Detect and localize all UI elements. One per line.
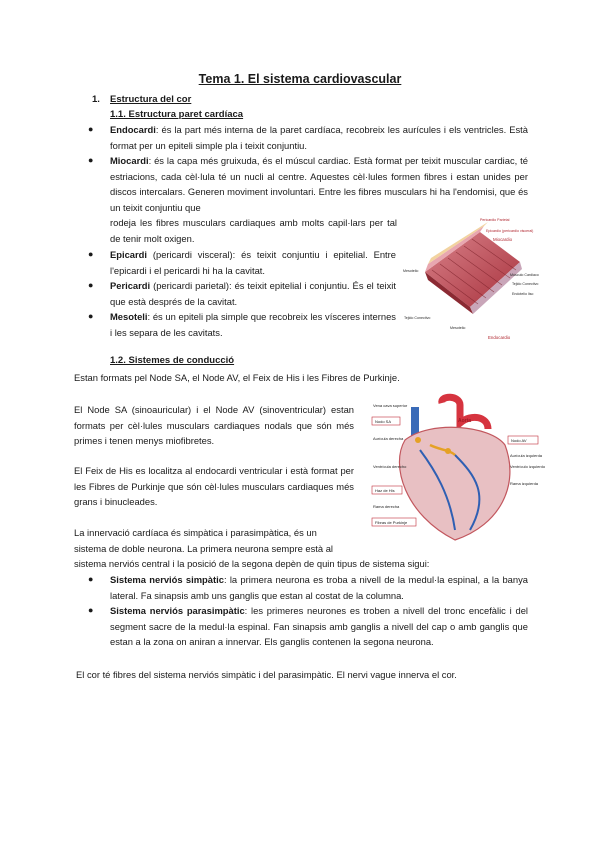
- his-paragraph: El Feix de His es localitza al endocardi ventricular i està format per les Fibres de Purkinje que són cèl·lules musculars cardiaques més grans i binucleades.: [74, 465, 354, 507]
- bullet-miocardi-cont: rodeja les fibres musculars cardiaques amb molts capil·lars per tal de tenir molt oxigen.: [110, 217, 397, 244]
- bullet-parasimpatic: ● Sistema nerviós parasimpàtic: les primeres neurones es troben a nivell del tronc encefàlic i del segment sacre de la medul·la espinal. Fan sinapsis amb ganglis a nivell del cap o amb ganglis que estan a la zona on aniran a innervar. Els ganglis contenen la segona neurona.: [88, 605, 528, 647]
- bullet-simpatic: ● Sistema nerviós simpàtic: la primera neurona es troba a nivell de la medul·la espinal, a la banya lateral. Fa sinapsis amb uns ganglis que estan al costat de la columna.: [88, 574, 528, 601]
- heart-label-1: Nodo SA: [375, 419, 392, 424]
- myocardium-layer: [425, 232, 520, 307]
- wall-label-1: Epicardio (pericardio visceral): [486, 229, 534, 233]
- heart-label-7: Aorta: [458, 418, 472, 424]
- subsection-heading-1-2: 1.2. Sistemes de conducció: [110, 355, 235, 366]
- node-paragraph: El Node SA (sinoauricular) i el Node AV (sinoventricular) estan formats per cèl·lules musculars cardiaques nodals que són més primes i tenen menys miofibretes.: [74, 404, 354, 446]
- heart-label-3: Ventrícula derecho: [373, 464, 407, 469]
- page-title: Tema 1. El sistema cardiovascular: [198, 72, 402, 86]
- wall-label-9: Endocardio: [488, 335, 511, 340]
- conduction-intro: Estan formats pel Node SA, el Node AV, el Feix de His i les Fibres de Purkinje.: [74, 372, 400, 383]
- heart-label-2: Aurícula derecha: [373, 436, 404, 441]
- heart-label-6: Fibras de Purkinje: [375, 520, 408, 525]
- wall-label-7: Tejido Conectivo: [404, 316, 431, 320]
- wall-label-5: Tejido Conectivo: [512, 282, 539, 286]
- closing-paragraph: El cor té fibres del sistema nerviós simpàtic i del parasimpàtic. El nervi vague innerva el cor.: [76, 669, 457, 680]
- innervation-line-3: sistema nerviós central i la posició de la segona depèn de quin tipus de sistema sigui:: [74, 558, 430, 569]
- heart-label-9: Aurícula izquierda: [510, 453, 543, 458]
- aorta-shape: [442, 397, 488, 429]
- wall-label-6: Endotelio liso: [512, 292, 534, 296]
- bullet-miocardi: ● Miocardi: és la capa més gruixuda, és el múscul cardiac. Està format per teixit muscular cardiac, té estriacions, cada cèl·lula té un nucli al centre. Aquestes cèl·lules formen fibres i estan unides per discos intercalars. Generen moviment involuntari. Entre les fibres musculars hi ha l'endomisi, que és un teixit conjuntiu que: [88, 155, 528, 213]
- innervation-line-1: La innervació cardíaca és simpàtica i parasimpàtica, és un: [74, 527, 317, 538]
- section-number: 1.: [92, 94, 100, 105]
- wall-label-3: Mesotelio: [403, 269, 419, 273]
- heart-label-4: Haz de His: [375, 488, 395, 493]
- section-label: Estructura del cor: [110, 94, 192, 105]
- bullet-mesoteli: ● Mesoteli: és un epiteli pla simple que recobreix les vísceres internes i les separa de les cavitats.: [88, 311, 396, 338]
- heart-wall-illustration: [400, 212, 539, 342]
- av-node-shape: [445, 448, 451, 454]
- bullet-epicardi: ● Epicardi (pericardi visceral): és teixit conjuntiu i epitelial. Entre l'epicardi i el pericardi hi ha la cavitat.: [88, 249, 396, 276]
- wall-label-2: Miocardio: [493, 237, 513, 242]
- heart-label-5: Rama derecha: [373, 504, 400, 509]
- subsection-heading-1-1: 1.1. Estructura paret cardíaca: [110, 109, 244, 120]
- heart-label-0: Vena cava superior: [373, 403, 408, 408]
- bullet-endocardi: ● Endocardi: és la part més interna de la paret cardíaca, recobreix les aurícules i els ventricles. Està format per un epiteli simple pla i teixit conjuntiu.: [88, 124, 528, 151]
- heart-conduction-illustration: [360, 395, 545, 545]
- wall-label-0: Pericardio Parietal: [480, 218, 510, 222]
- heart-label-8: Nodo AV: [511, 438, 527, 443]
- innervation-line-2: sistema de doble neurona. La primera neurona sempre està al: [74, 543, 334, 554]
- section-heading: [92, 94, 191, 105]
- heart-label-10: Ventrículo izquierdo: [510, 464, 546, 469]
- bullet-pericardi: ● Pericardi (pericardi parietal): és teixit epitelial i conjuntiu. És el teixit que està després de la cavitat.: [88, 280, 396, 307]
- heart-label-11: Rama izquierda: [510, 481, 539, 486]
- wall-label-8: Mesotelio: [450, 326, 466, 330]
- sa-node-shape: [415, 437, 421, 443]
- wall-label-4: Músculo Cardiaco: [510, 273, 539, 277]
